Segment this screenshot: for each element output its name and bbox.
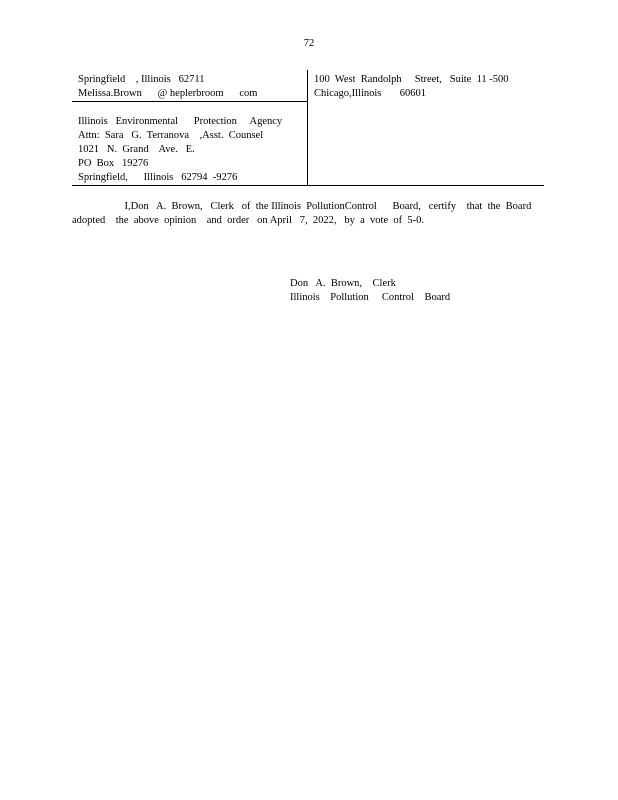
service-right-top-city: Chicago,Illinois 60601 [314, 88, 426, 99]
service-right-top-street: 100 West Randolph Street, Suite 11 -500 [314, 74, 509, 85]
service-left-bottom-street: 1021 N. Grand Ave. E. [78, 144, 195, 155]
signature-name: Don A. Brown, Clerk [290, 278, 396, 289]
service-left-top-line1: Springfield , Illinois 62711 [78, 74, 205, 85]
certification-line2: adopted the above opinion and order on April 7, 2022, by a vote of 5-0. [72, 215, 424, 226]
service-left-top-email: Melissa.Brown @ heplerbroom com [78, 88, 258, 99]
certification-line1: I,Don A. Brown, Clerk of the Illinois PollutionControl Board, certify that the Board [72, 201, 532, 212]
signature-title: Illinois Pollution Control Board [290, 292, 451, 303]
table-vertical-divider [307, 70, 308, 185]
table-bottom-rule [72, 185, 544, 186]
service-left-bottom-agency: Illinois Environmental Protection Agency [78, 116, 283, 127]
page-number: 72 [303, 38, 315, 49]
service-left-bottom-attn: Attn: Sara G. Terranova ,Asst. Counsel [78, 130, 264, 141]
service-left-bottom-city: Springfield, Illinois 62794 -9276 [78, 172, 238, 183]
service-left-bottom-pobox: PO Box 19276 [78, 158, 149, 169]
table-horizontal-divider-left [72, 101, 308, 102]
